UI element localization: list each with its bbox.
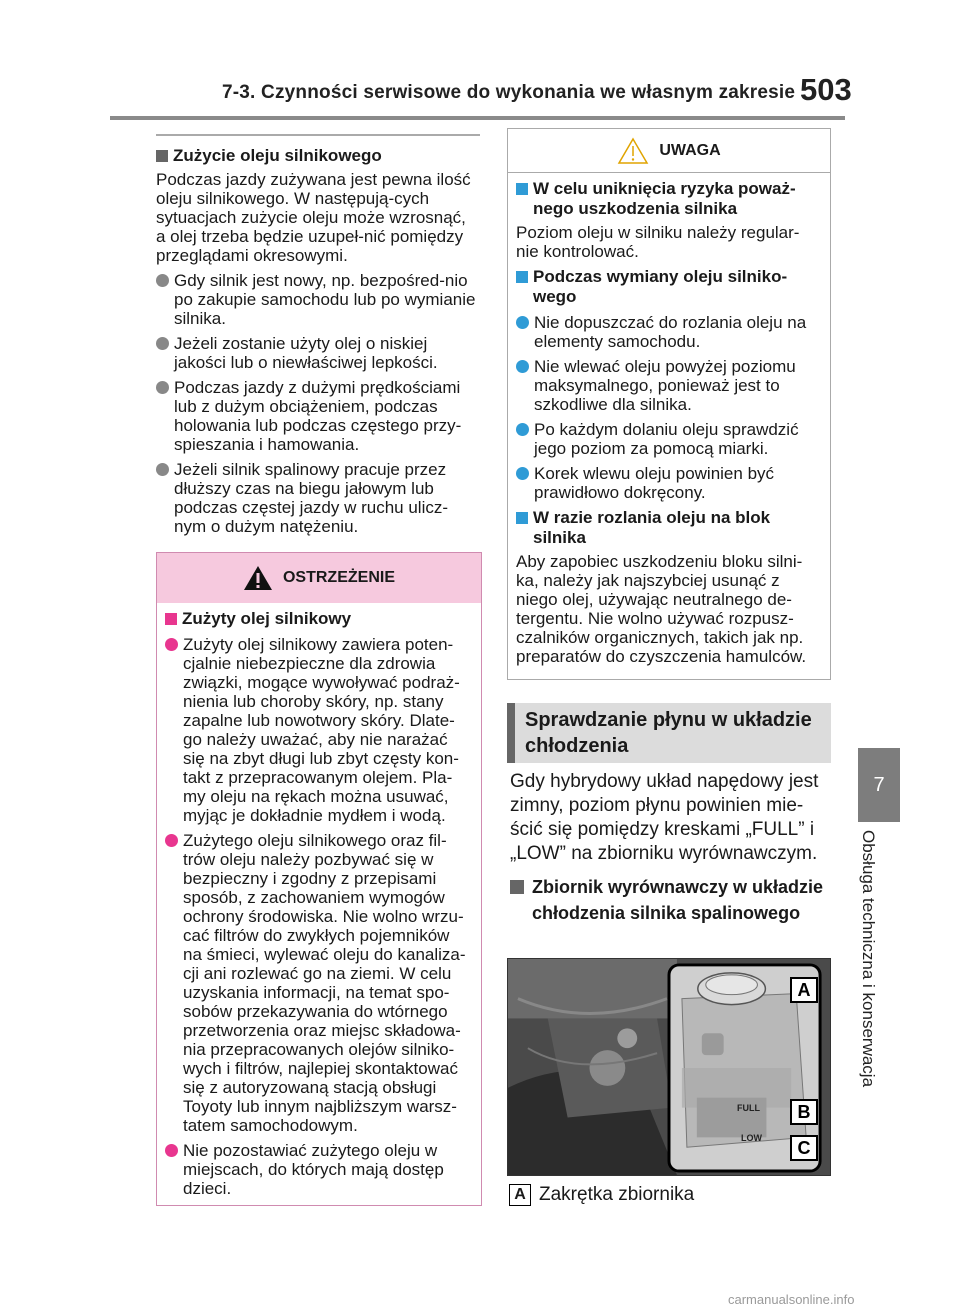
intro-paragraph: Podczas jazdy zużywana jest pewna ilość oleju silnikowego. W następują-cych sytuacjach zużycie oleju może wzrosnąć, a olej trzeba będzie uzupeł-nić pomiędzy przeglądami okresowymi.: [156, 170, 471, 265]
header-divider: [110, 116, 845, 120]
bullet-dot-icon: [516, 467, 529, 480]
page-number: 503: [800, 72, 852, 107]
list-item: Gdy silnik jest nowy, np. bezpośred-nio po zakupie samochodu lub po wymianie silnika.: [156, 271, 480, 328]
bullet-dot-icon: [165, 834, 178, 847]
bullet-dot-icon: [156, 381, 169, 394]
bullet-dot-icon: [165, 1144, 178, 1157]
caution-box: [507, 128, 831, 680]
tank-low-mark: LOW: [741, 1133, 762, 1143]
warning-header: OSTRZEŻENIE: [157, 553, 481, 603]
figure-caption: [509, 1184, 694, 1206]
section-heading: Zużycie oleju silnikowego: [156, 146, 480, 166]
square-bullet-icon: [156, 150, 168, 162]
square-bullet-icon: [516, 183, 528, 195]
chapter-tab[interactable]: 7: [858, 748, 900, 822]
engine-bay-photo: [507, 958, 831, 1176]
list-item: Jeżeli silnik spalinowy pracuje przez dłuższy czas na biegu jałowym lub podczas częstej jazdy w ruchu ulicz-nym o dużym natężeniu.: [156, 460, 480, 536]
list-item: Zużytego oleju silnikowego oraz fil-trów oleju należy pozbywać się w bezpieczny i zgodny z przepisami sposób, z zachowaniem wymogów ochrony środowiska. Nie wolno wrzu-cać filtrów do zwykłych pojemników na śmieci, wylewać oleju do kanaliza-cji ani rozlewać go na ziemi. W celu uzyskania informacji, na temat spo-sobów przekazywania do wtórnego przetworzenia oraz miejsc składowa-nia przepracowanych olejów silniko-wych i filtrów, najlepiej skontaktować się z autoryzowaną stacją obsługi Toyoty lub innym najbliższym warsz-tatem samochodowym.: [165, 831, 473, 1135]
list-item: Nie dopuszczać do rozlania oleju na elementy samochodu.: [516, 313, 822, 351]
caption-label: A: [509, 1184, 531, 1206]
chapter-title-vertical: Obsługa techniczna i konserwacja: [859, 830, 878, 1088]
bullet-dot-icon: [516, 423, 529, 436]
warning-heading: Zużyty olej silnikowy: [165, 609, 473, 629]
list-item: Po każdym dolaniu oleju sprawdzić jego poziom za pomocą miarki.: [516, 420, 822, 458]
caution-paragraph: Aby zapobiec uszkodzeniu bloku silni-ka, należy jak najszybciej usunąć z niego olej, używając neutralnego de-tergentu. Nie wolno używać rozpusz-czalników organicznych, takich jak np. preparatów do czyszczenia hamulców.: [516, 552, 807, 666]
subsection-heading: Zbiornik wyrównawczy w układzie chłodzenia silnika spalinowego: [510, 874, 830, 926]
caution-triangle-icon: [617, 137, 649, 165]
list-item: Zużyty olej silnikowy zawiera poten-cjalnie niebezpieczne dla zdrowia związki, mogące wywoływać podraż-nienia lub choroby skóry, np. stany zapalne lub nowotwory skóry. Dlate-go należy uważać, aby nie narażać się na zbyt długi lub zbyt częsty kon-takt z przepracowanym olejem. Pla-my oleju na rękach można usuwać, myjąc je dokładnie mydłem i wodą.: [165, 635, 473, 825]
warning-box: [156, 552, 482, 1206]
square-bullet-icon: [516, 512, 528, 524]
warning-triangle-icon: [243, 565, 273, 591]
callout-a: A: [790, 977, 818, 1003]
bullet-dot-icon: [156, 463, 169, 476]
tank-full-mark: FULL: [737, 1103, 760, 1113]
running-header: 7-3. Czynności serwisowe do wykonania we własnym zakresie: [222, 82, 796, 103]
caution-header: UWAGA: [508, 129, 830, 173]
list-item: Korek wlewu oleju powinien być prawidłowo dokręcony.: [516, 464, 822, 502]
engine-bay-illustration: [508, 959, 830, 1175]
oil-consumption-section: [156, 134, 480, 536]
bullet-dot-icon: [156, 337, 169, 350]
bullet-dot-icon: [516, 360, 529, 373]
section-title-banner: Sprawdzanie płynu w układzie chłodzenia: [507, 703, 831, 763]
list-item: Nie pozostawiać zużytego oleju w miejscach, do których mają dostęp dzieci.: [165, 1141, 473, 1198]
section-body: Gdy hybrydowy układ napędowy jest zimny, poziom płynu powinien mie-ścić się pomiędzy kreskami „FULL” i „LOW” na zbiorniku wyrównawczym.: [510, 771, 819, 864]
caution-heading: W razie rozlania oleju na blok silnika: [516, 508, 822, 548]
section-divider: [156, 134, 480, 136]
caution-paragraph: Poziom oleju w silniku należy regular-nie kontrolować.: [516, 223, 800, 261]
caution-heading: Podczas wymiany oleju silniko-wego: [516, 267, 822, 307]
square-bullet-icon: [510, 880, 524, 894]
caption-text: Zakrętka zbiornika: [539, 1184, 695, 1205]
list-item: Podczas jazdy z dużymi prędkościami lub z dużym obciążeniem, podczas holowania lub podczas częstego przy-spieszania i hamowania.: [156, 378, 480, 454]
list-item: Jeżeli zostanie użyty olej o niskiej jakości lub o niewłaściwej lepkości.: [156, 334, 480, 372]
watermark: carmanualsonline.info: [728, 1292, 855, 1307]
square-bullet-icon: [516, 271, 528, 283]
bullet-dot-icon: [165, 638, 178, 651]
bullet-dot-icon: [156, 274, 169, 287]
caution-heading: W celu uniknięcia ryzyka poważ-nego uszkodzenia silnika: [516, 179, 822, 219]
callout-b: B: [790, 1099, 818, 1125]
callout-c: C: [790, 1135, 818, 1161]
bullet-dot-icon: [516, 316, 529, 329]
list-item: Nie wlewać oleju powyżej poziomu maksymalnego, ponieważ jest to szkodliwe dla silnika.: [516, 357, 822, 414]
square-bullet-icon: [165, 613, 177, 625]
